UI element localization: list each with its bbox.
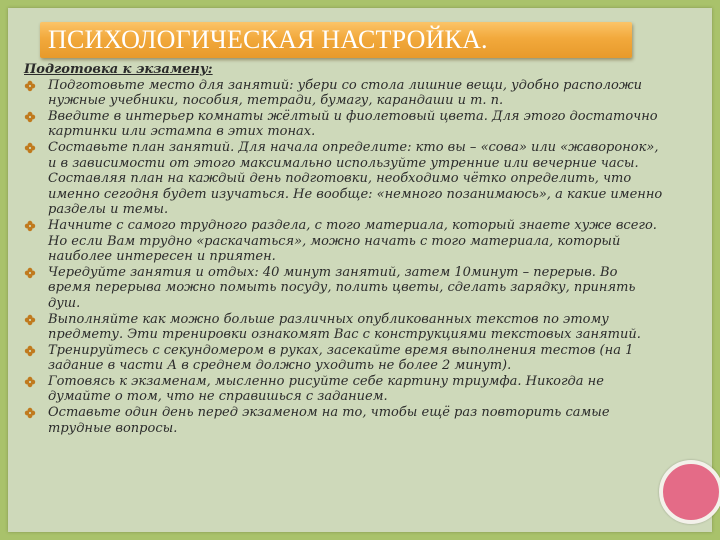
- list-item: [24, 343, 664, 374]
- four-leaf-bullet-icon: [24, 345, 36, 357]
- list-item: [24, 78, 664, 109]
- list-item-text: Оставьте один день перед экзаменом на то, чтобы ещё раз повторить самые трудные вопросы.: [48, 405, 610, 436]
- list-item: [24, 312, 664, 343]
- list-item: [24, 265, 664, 312]
- slide-title: ПСИХОЛОГИЧЕСКАЯ НАСТРОЙКА.: [48, 25, 488, 54]
- list-item: [24, 405, 664, 436]
- list-item-text: Готовясь к экзаменам, мысленно рисуйте себе картину триумфа. Никогда не думайте о том, что не справишься с заданием.: [48, 373, 604, 405]
- list-item: [24, 109, 664, 140]
- four-leaf-bullet-icon: [24, 376, 36, 388]
- four-leaf-bullet-icon: [24, 407, 36, 419]
- decorative-circle: [659, 460, 720, 524]
- list-item-text: Подготовьте место для занятий: убери со стола лишние вещи, удобно расположи нужные учебники, пособия, тетради, бумагу, карандаши и т. п.: [48, 77, 642, 109]
- four-leaf-bullet-icon: [24, 142, 36, 154]
- list-item-text: Выполняйте как можно больше различных опубликованных текстов по этому предмету. Эти тренировки ознакомят Вас с конструкциями текстовых занятий.: [48, 311, 641, 343]
- four-leaf-bullet-icon: [24, 220, 36, 232]
- bullet-list: [24, 78, 664, 437]
- slide: [8, 8, 712, 532]
- list-item-text: Чередуйте занятия и отдых: 40 минут занятий, затем 10минут – перерыв. Во время перерыва можно помыть посуду, полить цветы, сделать зарядку, принять душ.: [48, 264, 636, 311]
- list-item-text: Составьте план занятий. Для начала определите: кто вы – «сова» или «жаворонок», и в зависимости от этого максимально используйте утренние или вечерние часы. Составляя план на каждый день подготовки, необходимо чётко определить, что именно сегодня будет изучаться. Не вообще: «немного позанимаюсь», а какие именно разделы и темы.: [48, 139, 663, 218]
- four-leaf-bullet-icon: [24, 111, 36, 123]
- content-area: [24, 62, 664, 436]
- four-leaf-bullet-icon: [24, 314, 36, 326]
- list-item: [24, 140, 664, 218]
- section-heading: Подготовка к экзамену:: [24, 62, 213, 77]
- list-item-text: Тренируйтесь с секундомером в руках, засекайте время выполнения тестов (на 1 задание в части А в среднем должно уходить не более 2 минут).: [48, 342, 634, 374]
- four-leaf-bullet-icon: [24, 80, 36, 92]
- list-item-text: Введите в интерьер комнаты жёлтый и фиолетовый цвета. Для этого достаточно картинки или эстампа в этих тонах.: [48, 108, 658, 140]
- four-leaf-bullet-icon: [24, 267, 36, 279]
- list-item: [24, 374, 664, 405]
- list-item: [24, 218, 664, 265]
- list-item-text: Начните с самого трудного раздела, с того материала, который знаете хуже всего. Но если Вам трудно «раскачаться», можно начать с того материала, который наиболее интересен и приятен.: [48, 217, 657, 265]
- title-bar: [40, 22, 632, 58]
